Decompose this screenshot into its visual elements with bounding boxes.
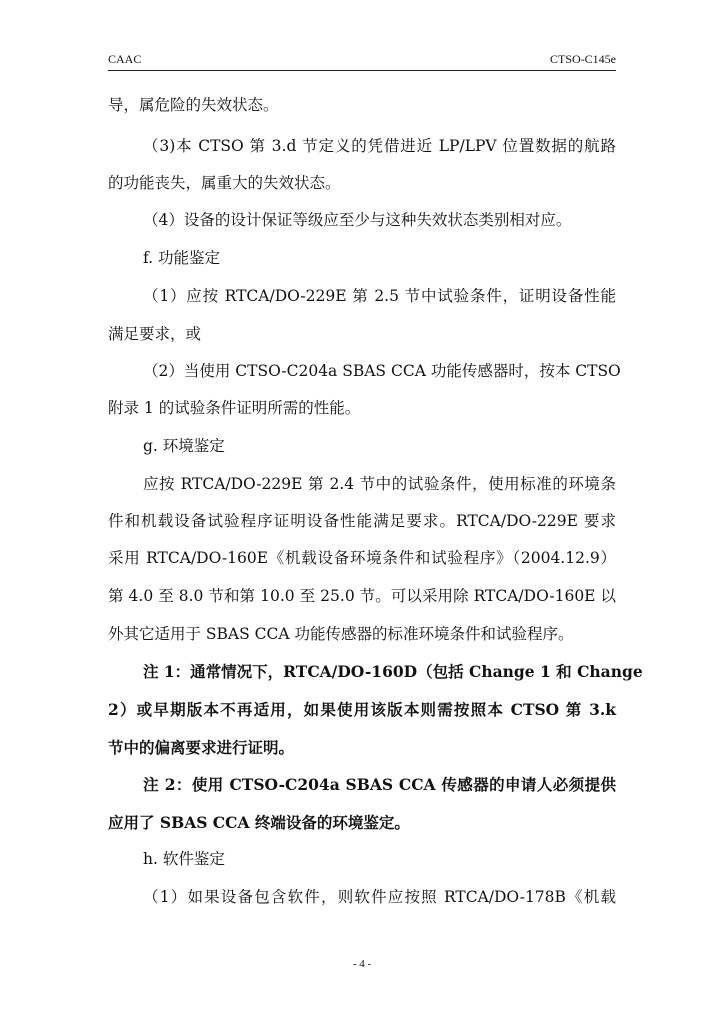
header-rule bbox=[108, 70, 616, 71]
paragraph-line: 满足要求，或 bbox=[108, 325, 202, 343]
page-number: - 4 - bbox=[352, 958, 372, 970]
paragraph-line: 第 4.0 至 8.0 节和第 10.0 至 25.0 节。可以采用除 RTCA/DO-160E 以 bbox=[108, 587, 616, 605]
section-heading: f. 功能鉴定 bbox=[143, 249, 221, 267]
header-right: CTSO-C145e bbox=[550, 52, 616, 66]
note-line: 节中的偏离要求进行证明。 bbox=[108, 738, 295, 757]
paragraph-line: 应按 RTCA/DO-229E 第 2.4 节中的试验条件，使用标准的环境条 bbox=[143, 475, 616, 493]
paragraph-line: 的功能丧失，属重大的失效状态。 bbox=[108, 174, 341, 192]
section-heading: h. 软件鉴定 bbox=[143, 850, 225, 868]
note-line: 应用了 SBAS CCA 终端设备的环境鉴定。 bbox=[108, 813, 410, 832]
paragraph-line: 附录 1 的试验条件证明所需的性能。 bbox=[108, 399, 361, 417]
paragraph-line: （4）设备的设计保证等级应至少与这种失效状态类别相对应。 bbox=[143, 211, 572, 229]
section-heading: g. 环境鉴定 bbox=[143, 437, 225, 455]
note-line: 注 1：通常情况下，RTCA/DO-160D（包括 Change 1 和 Change bbox=[143, 662, 643, 681]
paragraph-line: 采用 RTCA/DO-160E《机载设备环境条件和试验程序》（2004.12.9） bbox=[108, 549, 616, 567]
page-header bbox=[108, 52, 616, 67]
header-left: CAAC bbox=[108, 52, 142, 66]
paragraph-line: 导，属危险的失效状态。 bbox=[108, 96, 279, 114]
paragraph-line: 件和机载设备试验程序证明设备性能满足要求。RTCA/DO-229E 要求 bbox=[108, 512, 616, 530]
paragraph-line: 外其它适用于 SBAS CCA 功能传感器的标准环境条件和试验程序。 bbox=[108, 625, 574, 643]
paragraph-line: （1）如果设备包含软件，则软件应按照 RTCA/DO-178B《机载 bbox=[143, 888, 616, 906]
paragraph-line: （1）应按 RTCA/DO-229E 第 2.5 节中试验条件，证明设备性能 bbox=[143, 287, 616, 305]
note-line: 注 2：使用 CTSO-C204a SBAS CCA 传感器的申请人必须提供 bbox=[143, 775, 616, 794]
paragraph-line: （2）当使用 CTSO-C204a SBAS CCA 功能传感器时，按本 CTSO bbox=[143, 362, 621, 380]
note-line: 2）或早期版本不再适用，如果使用该版本则需按照本 CTSO 第 3.k bbox=[108, 700, 616, 719]
paragraph-line: （3)本 CTSO 第 3.d 节定义的凭借进近 LP/LPV 位置数据的航路 bbox=[143, 137, 616, 155]
